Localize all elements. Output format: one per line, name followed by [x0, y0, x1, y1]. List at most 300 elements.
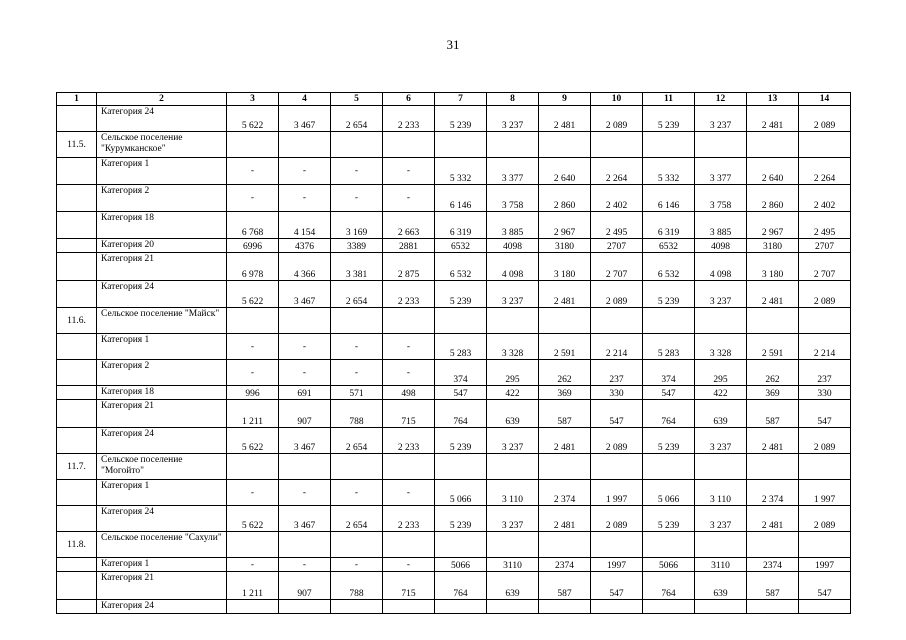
- table-cell: [591, 308, 643, 334]
- table-cell: 2 481: [539, 428, 591, 454]
- table-cell: 2 214: [591, 334, 643, 360]
- row-index: [57, 480, 97, 506]
- table-cell: 3 885: [487, 212, 539, 239]
- table-cell: [279, 532, 331, 558]
- table-cell: 2 495: [591, 212, 643, 239]
- category-name: Категория 1: [97, 334, 227, 360]
- table-cell: 2 481: [747, 106, 799, 132]
- table-cell: [591, 532, 643, 558]
- table-row: [57, 334, 851, 360]
- table-cell: 3 110: [695, 480, 747, 506]
- table-cell: 5 622: [227, 281, 279, 308]
- table-cell: -: [383, 334, 435, 360]
- column-header: 3: [227, 93, 279, 106]
- table-cell: 3 180: [539, 253, 591, 281]
- column-header: 7: [435, 93, 487, 106]
- table-cell: 295: [487, 360, 539, 386]
- table-cell: 6 319: [643, 212, 695, 239]
- column-header: 6: [383, 93, 435, 106]
- table-cell: -: [279, 334, 331, 360]
- table-cell: 3 237: [487, 106, 539, 132]
- table-cell: 2 089: [591, 428, 643, 454]
- table-cell: 2 967: [539, 212, 591, 239]
- category-name: Категория 2: [97, 360, 227, 386]
- category-name: Категория 2: [97, 185, 227, 212]
- table-cell: 547: [643, 386, 695, 400]
- table-row: [57, 281, 851, 308]
- table-cell: 3 237: [487, 281, 539, 308]
- table-cell: 2 654: [331, 428, 383, 454]
- table-row: [57, 558, 851, 572]
- table-cell: 2 264: [591, 158, 643, 185]
- table-cell: 3 381: [331, 253, 383, 281]
- table-cell: 330: [591, 386, 643, 400]
- column-header: 10: [591, 93, 643, 106]
- table-cell: -: [227, 185, 279, 212]
- table-cell: 237: [591, 360, 643, 386]
- table-cell: [435, 308, 487, 334]
- table-cell: 2 374: [539, 480, 591, 506]
- table-cell: 6 319: [435, 212, 487, 239]
- table-cell: 639: [695, 400, 747, 428]
- table-cell: [227, 132, 279, 158]
- table-cell: 2 663: [383, 212, 435, 239]
- table-cell: 262: [539, 360, 591, 386]
- category-name: Категория 24: [97, 281, 227, 308]
- row-index: [57, 281, 97, 308]
- table-cell: 639: [695, 572, 747, 600]
- table-row: [57, 428, 851, 454]
- table-cell: [435, 132, 487, 158]
- table-cell: 5 239: [643, 106, 695, 132]
- row-index: [57, 428, 97, 454]
- table-cell: [591, 132, 643, 158]
- table-cell: 691: [279, 386, 331, 400]
- table-cell: [747, 532, 799, 558]
- row-index: [57, 558, 97, 572]
- table-cell: 5 066: [435, 480, 487, 506]
- category-name: Категория 1: [97, 158, 227, 185]
- table-cell: 3 169: [331, 212, 383, 239]
- table-cell: [487, 600, 539, 614]
- table-cell: [539, 454, 591, 480]
- table-cell: 6996: [227, 239, 279, 253]
- table-cell: 547: [799, 572, 851, 600]
- category-name: Категория 20: [97, 239, 227, 253]
- table-cell: -: [227, 360, 279, 386]
- table-cell: 2 707: [591, 253, 643, 281]
- table-row: [57, 572, 851, 600]
- table-cell: [331, 454, 383, 480]
- table-cell: 3 885: [695, 212, 747, 239]
- table-cell: [643, 600, 695, 614]
- table-cell: 2 591: [539, 334, 591, 360]
- table-cell: 3 328: [695, 334, 747, 360]
- category-name: Категория 1: [97, 558, 227, 572]
- table-row: [57, 158, 851, 185]
- table-cell: [435, 600, 487, 614]
- table-row: [57, 239, 851, 253]
- table-cell: 2 640: [539, 158, 591, 185]
- table-cell: 3180: [747, 239, 799, 253]
- table-cell: 237: [799, 360, 851, 386]
- table-cell: [591, 454, 643, 480]
- table-cell: 547: [799, 400, 851, 428]
- table-row: [57, 386, 851, 400]
- table-cell: 6 978: [227, 253, 279, 281]
- table-cell: 2 214: [799, 334, 851, 360]
- row-index: [57, 506, 97, 532]
- category-name: Категория 21: [97, 253, 227, 281]
- table-cell: 5 283: [435, 334, 487, 360]
- table-cell: 3 237: [695, 506, 747, 532]
- table-row: [57, 185, 851, 212]
- table-cell: 3 467: [279, 428, 331, 454]
- table-cell: [591, 600, 643, 614]
- table-cell: 5 332: [435, 158, 487, 185]
- row-index: [57, 239, 97, 253]
- table-cell: 5066: [435, 558, 487, 572]
- table-cell: 3 377: [695, 158, 747, 185]
- table-cell: [435, 532, 487, 558]
- table-cell: [487, 308, 539, 334]
- table-cell: 6 146: [643, 185, 695, 212]
- section-row: [57, 532, 851, 558]
- table-cell: 3110: [487, 558, 539, 572]
- row-index: 11.8.: [57, 532, 97, 558]
- table-cell: 2 707: [799, 253, 851, 281]
- table-cell: 3 467: [279, 106, 331, 132]
- table-cell: 2 860: [539, 185, 591, 212]
- table-cell: 3 758: [695, 185, 747, 212]
- table-cell: [539, 132, 591, 158]
- table-cell: 2 233: [383, 506, 435, 532]
- column-header: 1: [57, 93, 97, 106]
- table-cell: 2 089: [799, 106, 851, 132]
- table-cell: [331, 308, 383, 334]
- page-number: 31: [446, 37, 460, 52]
- category-name: Категория 1: [97, 480, 227, 506]
- table-cell: 3 237: [695, 428, 747, 454]
- table-cell: 5 332: [643, 158, 695, 185]
- table-cell: 715: [383, 400, 435, 428]
- table-cell: 547: [591, 400, 643, 428]
- table-cell: [279, 454, 331, 480]
- table-cell: 5 239: [643, 281, 695, 308]
- table-cell: [435, 454, 487, 480]
- table-cell: 3 180: [747, 253, 799, 281]
- table-cell: 5 283: [643, 334, 695, 360]
- table-cell: 6532: [643, 239, 695, 253]
- table-cell: [695, 532, 747, 558]
- table-cell: 2 860: [747, 185, 799, 212]
- table-cell: -: [331, 334, 383, 360]
- table-cell: 2 495: [799, 212, 851, 239]
- table-cell: [643, 308, 695, 334]
- section-row: [57, 132, 851, 158]
- column-header: 8: [487, 93, 539, 106]
- category-name: Категория 24: [97, 600, 227, 614]
- table-cell: -: [331, 185, 383, 212]
- table-cell: 2 654: [331, 506, 383, 532]
- row-index: 11.5.: [57, 132, 97, 158]
- table-cell: -: [227, 480, 279, 506]
- table-cell: 907: [279, 572, 331, 600]
- table-cell: 369: [539, 386, 591, 400]
- table-cell: 639: [487, 572, 539, 600]
- table-cell: 4098: [695, 239, 747, 253]
- table-cell: 2 481: [539, 281, 591, 308]
- table-cell: 2 654: [331, 281, 383, 308]
- row-index: [57, 106, 97, 132]
- table-cell: 374: [643, 360, 695, 386]
- column-header: 14: [799, 93, 851, 106]
- table-cell: 5 622: [227, 506, 279, 532]
- table-cell: [279, 132, 331, 158]
- table-cell: 587: [539, 400, 591, 428]
- table-row: [57, 600, 851, 614]
- table-cell: -: [383, 558, 435, 572]
- table-cell: 5 239: [435, 281, 487, 308]
- section-row: [57, 308, 851, 334]
- table-cell: 5 622: [227, 428, 279, 454]
- table-cell: [331, 600, 383, 614]
- table-cell: -: [383, 185, 435, 212]
- table-cell: -: [279, 158, 331, 185]
- table-cell: 5 239: [435, 106, 487, 132]
- table-cell: 422: [487, 386, 539, 400]
- category-name: Категория 24: [97, 106, 227, 132]
- table-cell: 2 481: [747, 281, 799, 308]
- settlement-name: Сельское поселение "Курумканское": [97, 132, 227, 158]
- table-cell: [331, 132, 383, 158]
- table-cell: -: [331, 158, 383, 185]
- table-cell: 3110: [695, 558, 747, 572]
- table-cell: 2 640: [747, 158, 799, 185]
- table-cell: [383, 532, 435, 558]
- row-index: [57, 360, 97, 386]
- table-cell: 3 237: [695, 106, 747, 132]
- table-cell: [539, 308, 591, 334]
- category-name: Категория 24: [97, 428, 227, 454]
- table-cell: [227, 532, 279, 558]
- table-cell: 764: [643, 572, 695, 600]
- table-cell: [487, 454, 539, 480]
- table-cell: 2 481: [539, 106, 591, 132]
- table-cell: -: [279, 558, 331, 572]
- table-cell: [643, 532, 695, 558]
- table-cell: 4098: [487, 239, 539, 253]
- row-index: [57, 334, 97, 360]
- settlement-name: Сельское поселение "Сахули": [97, 532, 227, 558]
- table-cell: 6 146: [435, 185, 487, 212]
- table-cell: 764: [435, 572, 487, 600]
- row-index: 11.7.: [57, 454, 97, 480]
- table-cell: 369: [747, 386, 799, 400]
- table-cell: [487, 132, 539, 158]
- table-cell: 5 066: [643, 480, 695, 506]
- table-cell: -: [227, 334, 279, 360]
- table-cell: 587: [539, 572, 591, 600]
- table-cell: 2374: [747, 558, 799, 572]
- table-cell: 1997: [799, 558, 851, 572]
- table-cell: 3 237: [487, 506, 539, 532]
- table-row: [57, 212, 851, 239]
- row-index: [57, 212, 97, 239]
- table-cell: 1 211: [227, 572, 279, 600]
- table-cell: 2 481: [539, 506, 591, 532]
- row-index: [57, 600, 97, 614]
- table-cell: 3 110: [487, 480, 539, 506]
- column-header: 4: [279, 93, 331, 106]
- table-cell: -: [279, 360, 331, 386]
- table-cell: [747, 600, 799, 614]
- table-cell: 2881: [383, 239, 435, 253]
- table-cell: 3 758: [487, 185, 539, 212]
- table-cell: 547: [591, 572, 643, 600]
- table-cell: 1 997: [799, 480, 851, 506]
- table-cell: 6 768: [227, 212, 279, 239]
- table-cell: 2 089: [591, 106, 643, 132]
- table-cell: 996: [227, 386, 279, 400]
- table-cell: 547: [435, 386, 487, 400]
- table-cell: [799, 600, 851, 614]
- table-cell: 2 089: [591, 506, 643, 532]
- table-cell: 5 239: [435, 506, 487, 532]
- table-cell: -: [383, 480, 435, 506]
- table-cell: 587: [747, 400, 799, 428]
- table-cell: 2707: [799, 239, 851, 253]
- table-cell: [383, 600, 435, 614]
- table-cell: 5 239: [643, 506, 695, 532]
- table-cell: 4 098: [695, 253, 747, 281]
- table-cell: 4 154: [279, 212, 331, 239]
- table-body: [57, 106, 851, 614]
- table-cell: 4 366: [279, 253, 331, 281]
- category-name: Категория 21: [97, 572, 227, 600]
- table-cell: [747, 308, 799, 334]
- category-name: Категория 18: [97, 212, 227, 239]
- table-cell: 2 233: [383, 281, 435, 308]
- table-cell: [227, 454, 279, 480]
- table-cell: 2 233: [383, 428, 435, 454]
- row-index: [57, 572, 97, 600]
- settlement-name: Сельское поселение "Могойто": [97, 454, 227, 480]
- table-cell: [747, 132, 799, 158]
- table-cell: [799, 454, 851, 480]
- table-cell: 1997: [591, 558, 643, 572]
- table-cell: [279, 308, 331, 334]
- table-cell: 788: [331, 400, 383, 428]
- table-cell: 639: [487, 400, 539, 428]
- table-cell: 2 654: [331, 106, 383, 132]
- table-cell: 2374: [539, 558, 591, 572]
- table-cell: 2707: [591, 239, 643, 253]
- table-cell: 2 089: [799, 428, 851, 454]
- table-cell: -: [227, 158, 279, 185]
- column-header: 11: [643, 93, 695, 106]
- table-cell: 3389: [331, 239, 383, 253]
- table-cell: 5066: [643, 558, 695, 572]
- table-row: [57, 106, 851, 132]
- table-cell: [695, 308, 747, 334]
- table-cell: 2 481: [747, 428, 799, 454]
- table-cell: 1 211: [227, 400, 279, 428]
- table-cell: 571: [331, 386, 383, 400]
- row-index: [57, 386, 97, 400]
- table-row: [57, 480, 851, 506]
- table-cell: 587: [747, 572, 799, 600]
- table-cell: -: [383, 360, 435, 386]
- table-cell: 764: [643, 400, 695, 428]
- table-cell: 2 089: [799, 281, 851, 308]
- table-cell: [383, 308, 435, 334]
- header-row: [57, 93, 851, 106]
- table-cell: [279, 600, 331, 614]
- table-cell: 3 237: [695, 281, 747, 308]
- category-name: Категория 24: [97, 506, 227, 532]
- table-cell: 715: [383, 572, 435, 600]
- table-row: [57, 253, 851, 281]
- table-cell: [799, 308, 851, 334]
- table-cell: 2 374: [747, 480, 799, 506]
- table-cell: 2 875: [383, 253, 435, 281]
- table-cell: [643, 454, 695, 480]
- table-cell: 422: [695, 386, 747, 400]
- table-cell: [747, 454, 799, 480]
- section-row: [57, 454, 851, 480]
- table-cell: 6 532: [643, 253, 695, 281]
- table-cell: 2 967: [747, 212, 799, 239]
- table-cell: [539, 600, 591, 614]
- column-header: 12: [695, 93, 747, 106]
- data-table: [56, 92, 851, 614]
- table-cell: 4376: [279, 239, 331, 253]
- table-cell: 330: [799, 386, 851, 400]
- row-index: [57, 253, 97, 281]
- table-cell: [799, 132, 851, 158]
- table-cell: 2 591: [747, 334, 799, 360]
- table-cell: 3180: [539, 239, 591, 253]
- table-cell: 6532: [435, 239, 487, 253]
- settlement-name: Сельское поселение "Майск": [97, 308, 227, 334]
- row-index: 11.6.: [57, 308, 97, 334]
- table-cell: 5 622: [227, 106, 279, 132]
- table-row: [57, 506, 851, 532]
- category-name: Категория 18: [97, 386, 227, 400]
- column-header: 13: [747, 93, 799, 106]
- table-cell: 3 328: [487, 334, 539, 360]
- table-cell: -: [279, 480, 331, 506]
- table-cell: -: [331, 480, 383, 506]
- table-cell: [227, 308, 279, 334]
- table-cell: 2 233: [383, 106, 435, 132]
- table-cell: [227, 600, 279, 614]
- row-index: [57, 185, 97, 212]
- table-cell: [695, 132, 747, 158]
- table-cell: 5 239: [643, 428, 695, 454]
- table-cell: 3 467: [279, 281, 331, 308]
- table-cell: 907: [279, 400, 331, 428]
- table-cell: 6 532: [435, 253, 487, 281]
- table-cell: 295: [695, 360, 747, 386]
- table-row: [57, 400, 851, 428]
- table-cell: -: [383, 158, 435, 185]
- table-cell: [643, 132, 695, 158]
- table-cell: -: [227, 558, 279, 572]
- table-cell: 5 239: [435, 428, 487, 454]
- row-index: [57, 158, 97, 185]
